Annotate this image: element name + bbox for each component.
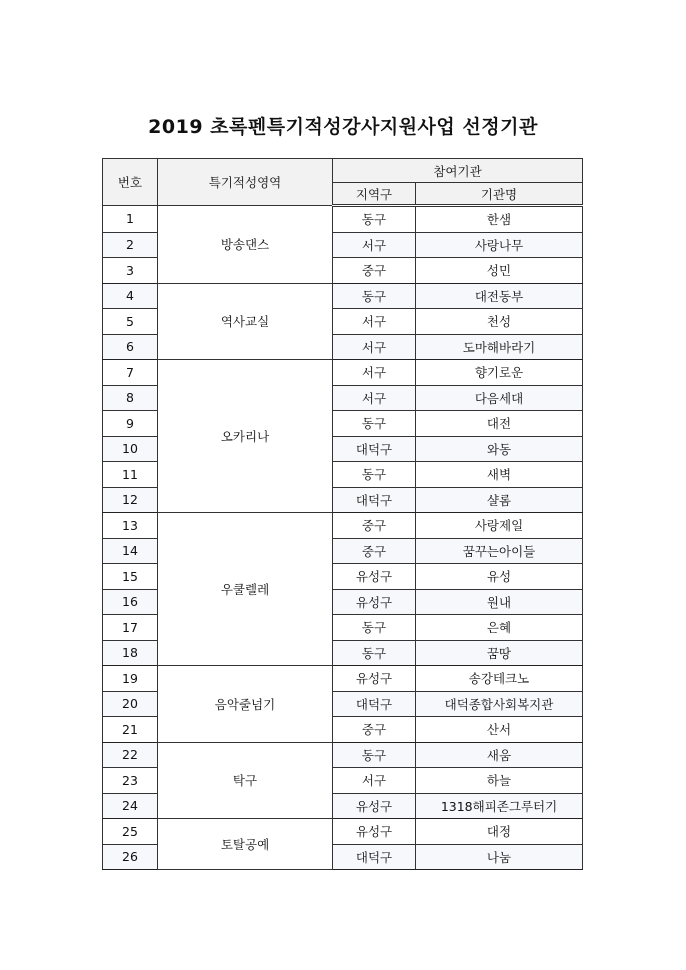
institution-cell: 나눔 <box>416 844 583 870</box>
district-cell: 중구 <box>333 717 416 743</box>
row-number: 14 <box>103 538 158 564</box>
institution-cell: 향기로운 <box>416 360 583 386</box>
institution-cell: 은혜 <box>416 615 583 641</box>
district-cell: 서구 <box>333 768 416 794</box>
row-number: 7 <box>103 360 158 386</box>
table-row <box>103 360 583 386</box>
row-number: 17 <box>103 615 158 641</box>
district-cell: 중구 <box>333 538 416 564</box>
table-row <box>103 206 583 233</box>
institution-cell: 대전동부 <box>416 283 583 309</box>
institution-cell: 대전 <box>416 411 583 437</box>
table-row <box>103 283 583 309</box>
institution-cell: 대정 <box>416 819 583 845</box>
row-number: 2 <box>103 232 158 258</box>
table-row <box>103 819 583 845</box>
table-row <box>103 666 583 692</box>
row-number: 19 <box>103 666 158 692</box>
row-number: 22 <box>103 742 158 768</box>
district-cell: 동구 <box>333 615 416 641</box>
institution-cell: 대덕종합사회복지관 <box>416 691 583 717</box>
institution-cell: 새벽 <box>416 462 583 488</box>
institution-table <box>102 158 583 870</box>
row-number: 6 <box>103 334 158 360</box>
area-cell: 우쿨렐레 <box>158 513 333 666</box>
table-header <box>103 159 583 206</box>
table-body <box>103 206 583 870</box>
row-number: 3 <box>103 258 158 284</box>
row-number: 24 <box>103 793 158 819</box>
district-cell: 동구 <box>333 283 416 309</box>
institution-cell: 도마해바라기 <box>416 334 583 360</box>
district-cell: 대덕구 <box>333 844 416 870</box>
institution-cell: 사랑나무 <box>416 232 583 258</box>
district-cell: 서구 <box>333 309 416 335</box>
row-number: 15 <box>103 564 158 590</box>
district-cell: 대덕구 <box>333 487 416 513</box>
institution-cell: 사랑제일 <box>416 513 583 539</box>
area-cell: 오카리나 <box>158 360 333 513</box>
institution-cell: 천성 <box>416 309 583 335</box>
table-row <box>103 513 583 539</box>
row-number: 9 <box>103 411 158 437</box>
district-cell: 서구 <box>333 385 416 411</box>
header-area: 특기적성영역 <box>158 159 333 206</box>
district-cell: 서구 <box>333 360 416 386</box>
district-cell: 서구 <box>333 232 416 258</box>
district-cell: 유성구 <box>333 564 416 590</box>
institution-cell: 꿈땅 <box>416 640 583 666</box>
institution-cell: 원내 <box>416 589 583 615</box>
row-number: 25 <box>103 819 158 845</box>
institution-cell: 다음세대 <box>416 385 583 411</box>
district-cell: 동구 <box>333 411 416 437</box>
row-number: 21 <box>103 717 158 743</box>
district-cell: 동구 <box>333 462 416 488</box>
district-cell: 중구 <box>333 258 416 284</box>
table-row <box>103 742 583 768</box>
institution-cell: 새움 <box>416 742 583 768</box>
header-institution: 기관명 <box>416 183 583 206</box>
row-number: 11 <box>103 462 158 488</box>
institution-cell: 와동 <box>416 436 583 462</box>
row-number: 23 <box>103 768 158 794</box>
header-district: 지역구 <box>333 183 416 206</box>
institution-cell: 유성 <box>416 564 583 590</box>
institution-cell: 성민 <box>416 258 583 284</box>
institution-cell: 한샘 <box>416 206 583 233</box>
district-cell: 유성구 <box>333 589 416 615</box>
institution-cell: 1318해피존그루터기 <box>416 793 583 819</box>
row-number: 26 <box>103 844 158 870</box>
district-cell: 동구 <box>333 206 416 233</box>
institution-cell: 산서 <box>416 717 583 743</box>
district-cell: 유성구 <box>333 819 416 845</box>
district-cell: 대덕구 <box>333 691 416 717</box>
district-cell: 대덕구 <box>333 436 416 462</box>
district-cell: 동구 <box>333 742 416 768</box>
row-number: 10 <box>103 436 158 462</box>
area-cell: 탁구 <box>158 742 333 819</box>
row-number: 16 <box>103 589 158 615</box>
district-cell: 유성구 <box>333 666 416 692</box>
district-cell: 서구 <box>333 334 416 360</box>
row-number: 12 <box>103 487 158 513</box>
row-number: 5 <box>103 309 158 335</box>
district-cell: 중구 <box>333 513 416 539</box>
institution-cell: 하늘 <box>416 768 583 794</box>
row-number: 1 <box>103 206 158 233</box>
institution-cell: 꿈꾸는아이들 <box>416 538 583 564</box>
area-cell: 토탈공예 <box>158 819 333 870</box>
header-participants: 참여기관 <box>333 159 583 183</box>
header-no: 번호 <box>103 159 158 206</box>
page-title: 2019 초록펜특기적성강사지원사업 선정기관 <box>148 116 538 138</box>
row-number: 20 <box>103 691 158 717</box>
institution-cell: 송강테크노 <box>416 666 583 692</box>
area-cell: 음악줄넘기 <box>158 666 333 743</box>
row-number: 8 <box>103 385 158 411</box>
row-number: 13 <box>103 513 158 539</box>
district-cell: 동구 <box>333 640 416 666</box>
area-cell: 방송댄스 <box>158 206 333 284</box>
institution-cell: 샬롬 <box>416 487 583 513</box>
row-number: 18 <box>103 640 158 666</box>
area-cell: 역사교실 <box>158 283 333 360</box>
district-cell: 유성구 <box>333 793 416 819</box>
row-number: 4 <box>103 283 158 309</box>
